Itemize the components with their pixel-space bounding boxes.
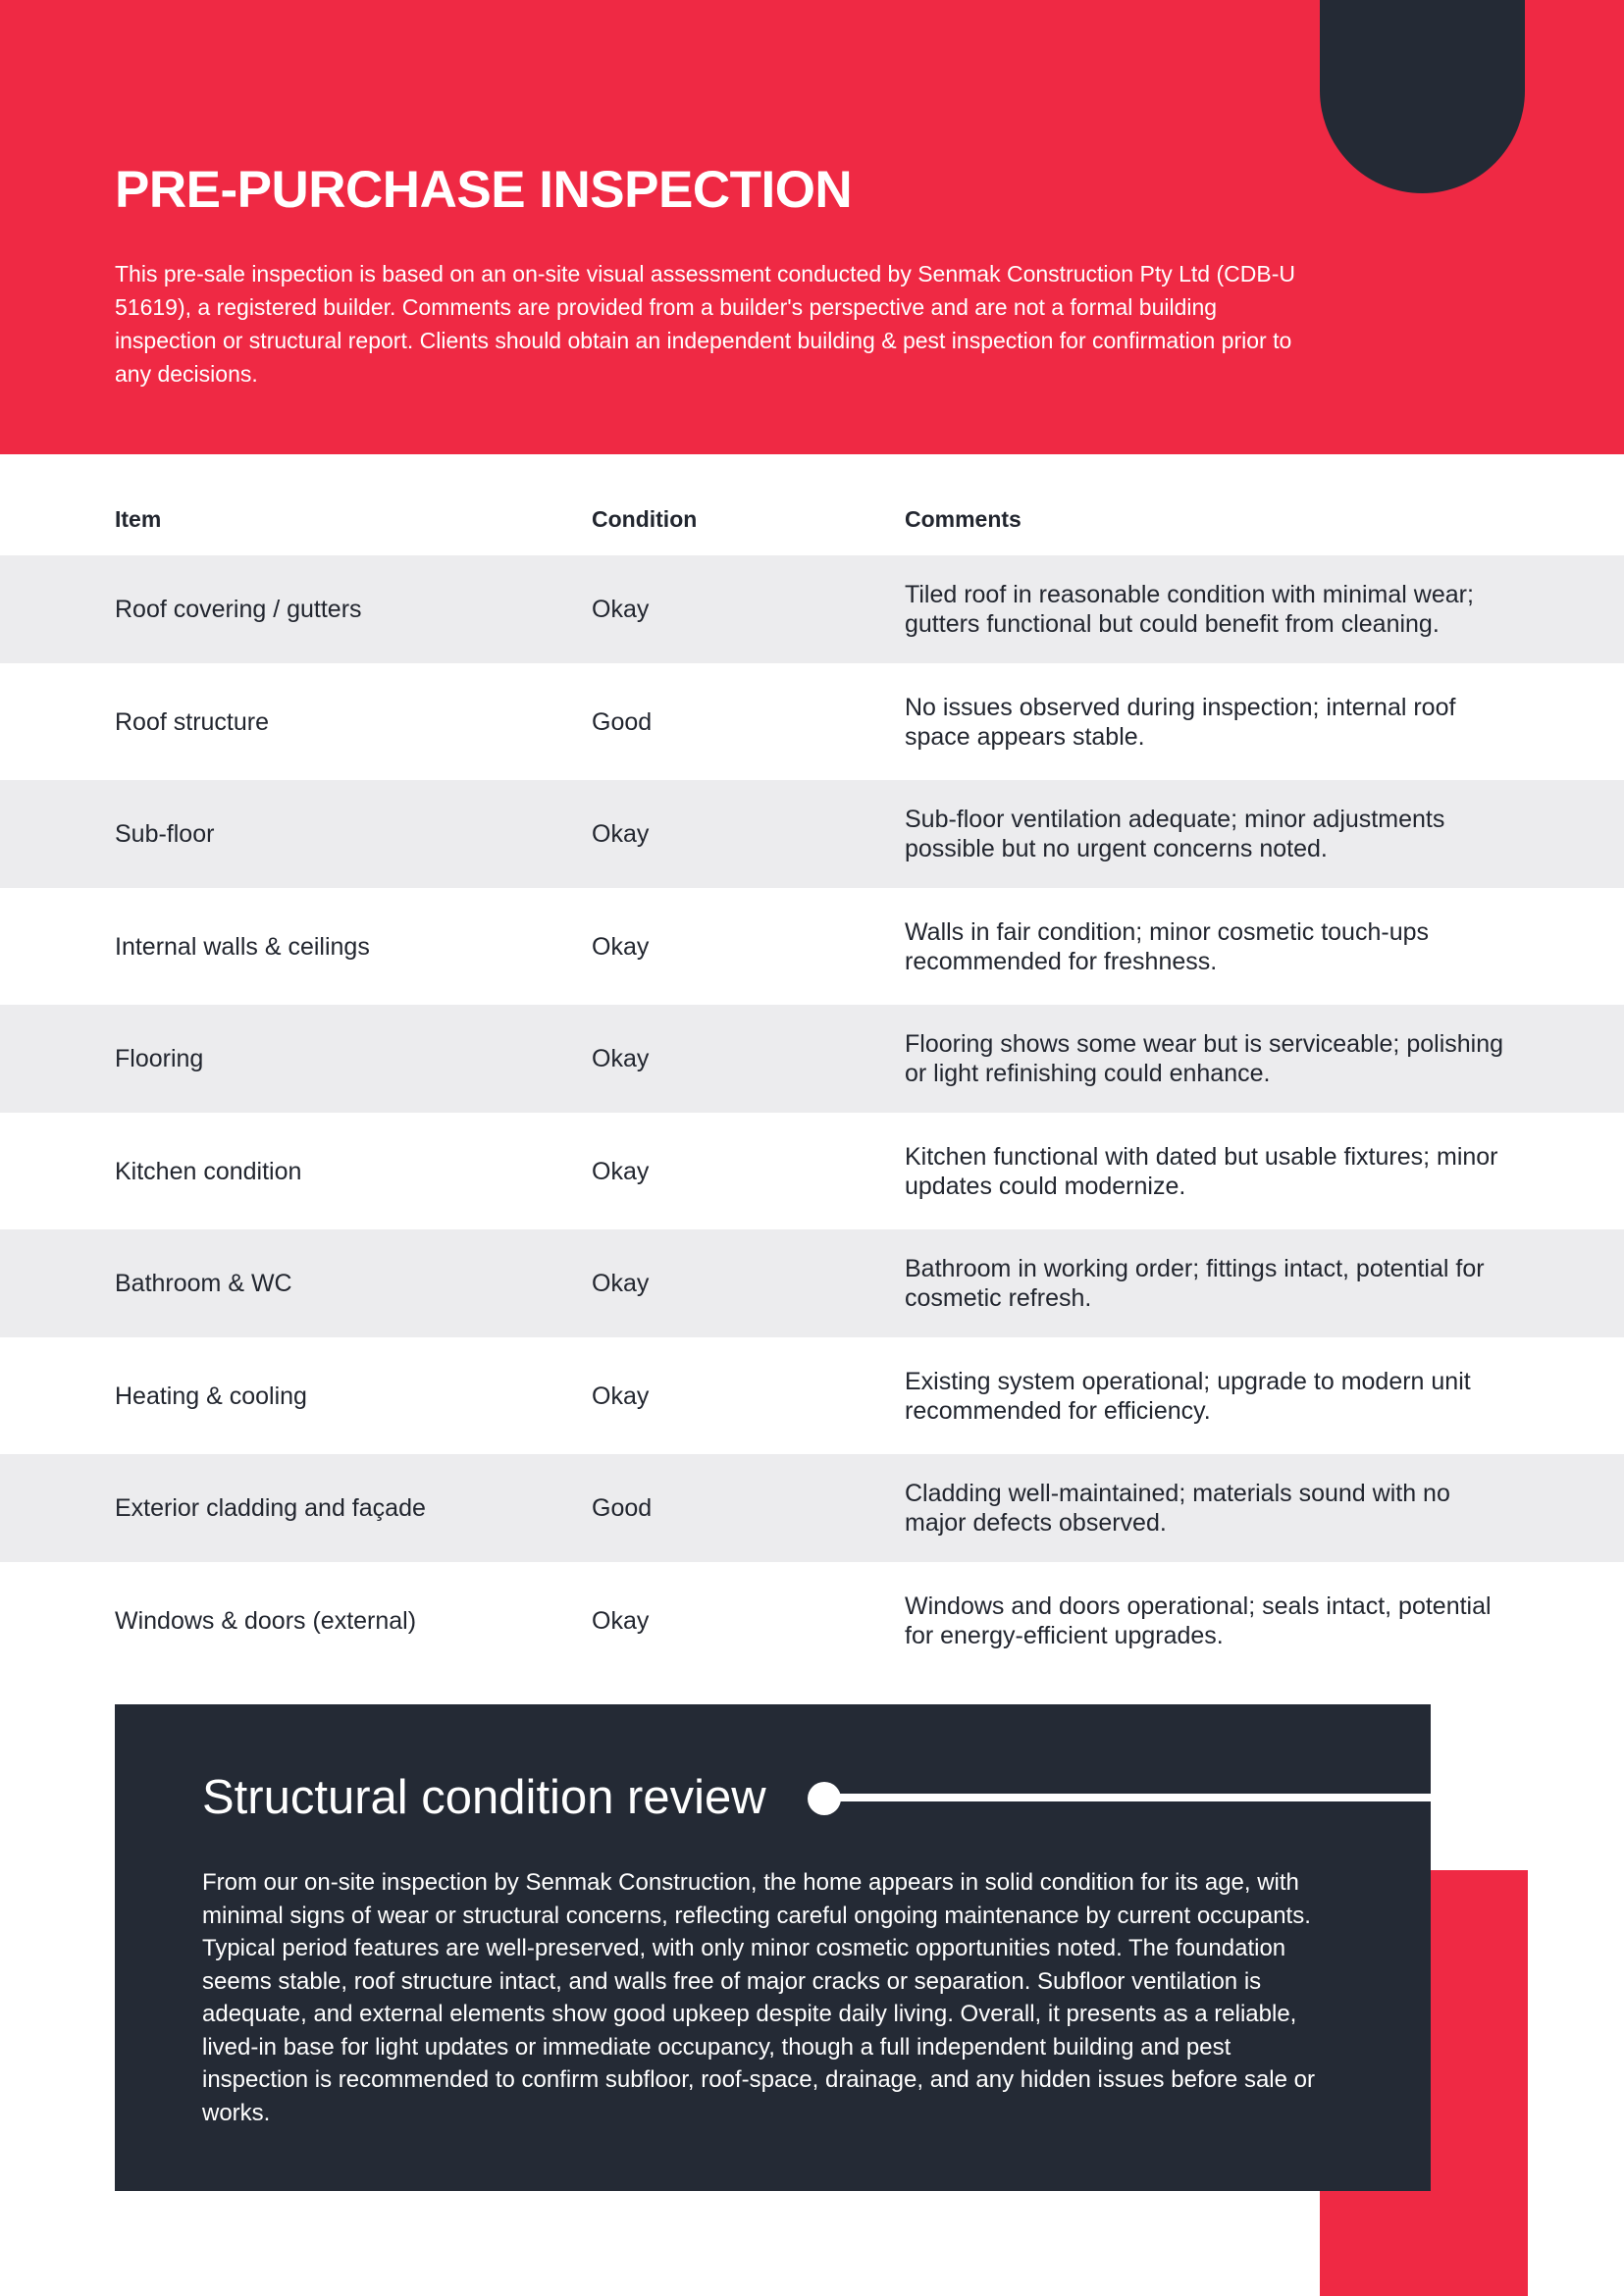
decorative-dot xyxy=(808,1782,841,1815)
table-row xyxy=(0,888,1624,1005)
table-row xyxy=(0,1005,1624,1113)
row-condition: Okay xyxy=(592,1157,650,1185)
row-condition: Okay xyxy=(592,820,650,848)
row-comment: Windows and doors operational; seals intact, potential for energy-efficient upgrades. xyxy=(905,1592,1492,1649)
table-row xyxy=(0,1337,1624,1454)
table-row xyxy=(0,780,1624,888)
row-item: Flooring xyxy=(115,1045,204,1072)
row-item: Roof covering / gutters xyxy=(115,596,362,623)
decorative-rule xyxy=(817,1794,1431,1801)
row-condition: Okay xyxy=(592,932,650,961)
row-item: Internal walls & ceilings xyxy=(115,932,370,961)
row-comment: Cladding well-maintained; materials sound with no major defects observed. xyxy=(905,1480,1450,1537)
row-item: Heating & cooling xyxy=(115,1382,307,1410)
row-comment: Kitchen functional with dated but usable fixtures; minor updates could modernize. xyxy=(905,1142,1498,1200)
row-condition: Okay xyxy=(592,1606,650,1635)
table-row xyxy=(0,555,1624,663)
column-header-comments: Comments xyxy=(905,506,1022,532)
row-comment: Tiled roof in reasonable condition with minimal wear; gutters functional but could benefit from cleaning. xyxy=(905,581,1474,638)
row-comment: Walls in fair condition; minor cosmetic touch-ups recommended for freshness. xyxy=(905,917,1429,975)
row-item: Roof structure xyxy=(115,707,270,736)
table-row xyxy=(0,1229,1624,1337)
row-condition: Okay xyxy=(592,1270,650,1297)
table-header xyxy=(0,498,1624,544)
row-comment: No issues observed during inspection; internal roof space appears stable. xyxy=(905,693,1456,751)
row-item: Bathroom & WC xyxy=(115,1270,292,1297)
row-comment: Sub-floor ventilation adequate; minor adjustments possible but no urgent concerns noted. xyxy=(905,806,1445,862)
review-title: Structural condition review xyxy=(202,1771,766,1824)
table-row xyxy=(0,1562,1624,1679)
row-item: Sub-floor xyxy=(115,820,215,848)
row-comment: Flooring shows some wear but is serviceable; polishing or light refinishing could enhance. xyxy=(905,1030,1504,1087)
column-header-condition: Condition xyxy=(592,506,698,532)
review-body: From our on-site inspection by Senmak Construction, the home appears in solid condition for its age, with minimal signs of wear or structural concerns, reflecting careful ongoing maintenance by current occupants. Typical period features are well-preserved, with only minor cosmetic opportunities noted. The foundation seems stable, roof structure intact, and walls free of major cracks or separation. Subfloor ventilation is adequate, and external elements show good upkeep despite daily living. Overall, it presents as a reliable, lived-in base for light updates or immediate occupancy, though a full independent building and pest inspection is recommended to confirm subfloor, roof-space, drainage, and any hidden issues before sale or works. xyxy=(202,1869,1315,2126)
row-item: Windows & doors (external) xyxy=(115,1606,417,1635)
row-item: Exterior cladding and façade xyxy=(115,1494,426,1522)
table-row xyxy=(0,1454,1624,1562)
structural-review-panel xyxy=(115,1704,1431,2191)
row-condition: Good xyxy=(592,1494,653,1522)
row-condition: Okay xyxy=(592,596,650,623)
table-row xyxy=(0,1113,1624,1229)
row-comment: Bathroom in working order; fittings intact, potential for cosmetic refresh. xyxy=(905,1255,1485,1312)
row-condition: Okay xyxy=(592,1045,650,1072)
table-row xyxy=(0,663,1624,780)
page-title: PRE-PURCHASE INSPECTION xyxy=(115,161,853,219)
intro-paragraph: This pre-sale inspection is based on an on-site visual assessment conducted by Senmak Construction Pty Ltd (CDB-U 51619), a registered builder. Comments are provided from a builder's perspective and are not a formal building inspection or structural report. Clients should obtain an independent building & pest inspection for confirmation prior to any decisions. xyxy=(115,261,1295,387)
column-header-item: Item xyxy=(115,506,162,532)
inspection-table xyxy=(0,555,1624,1679)
row-condition: Good xyxy=(592,707,653,736)
row-comment: Existing system operational; upgrade to modern unit recommended for efficiency. xyxy=(905,1367,1471,1425)
row-condition: Okay xyxy=(592,1382,650,1410)
row-item: Kitchen condition xyxy=(115,1157,302,1185)
